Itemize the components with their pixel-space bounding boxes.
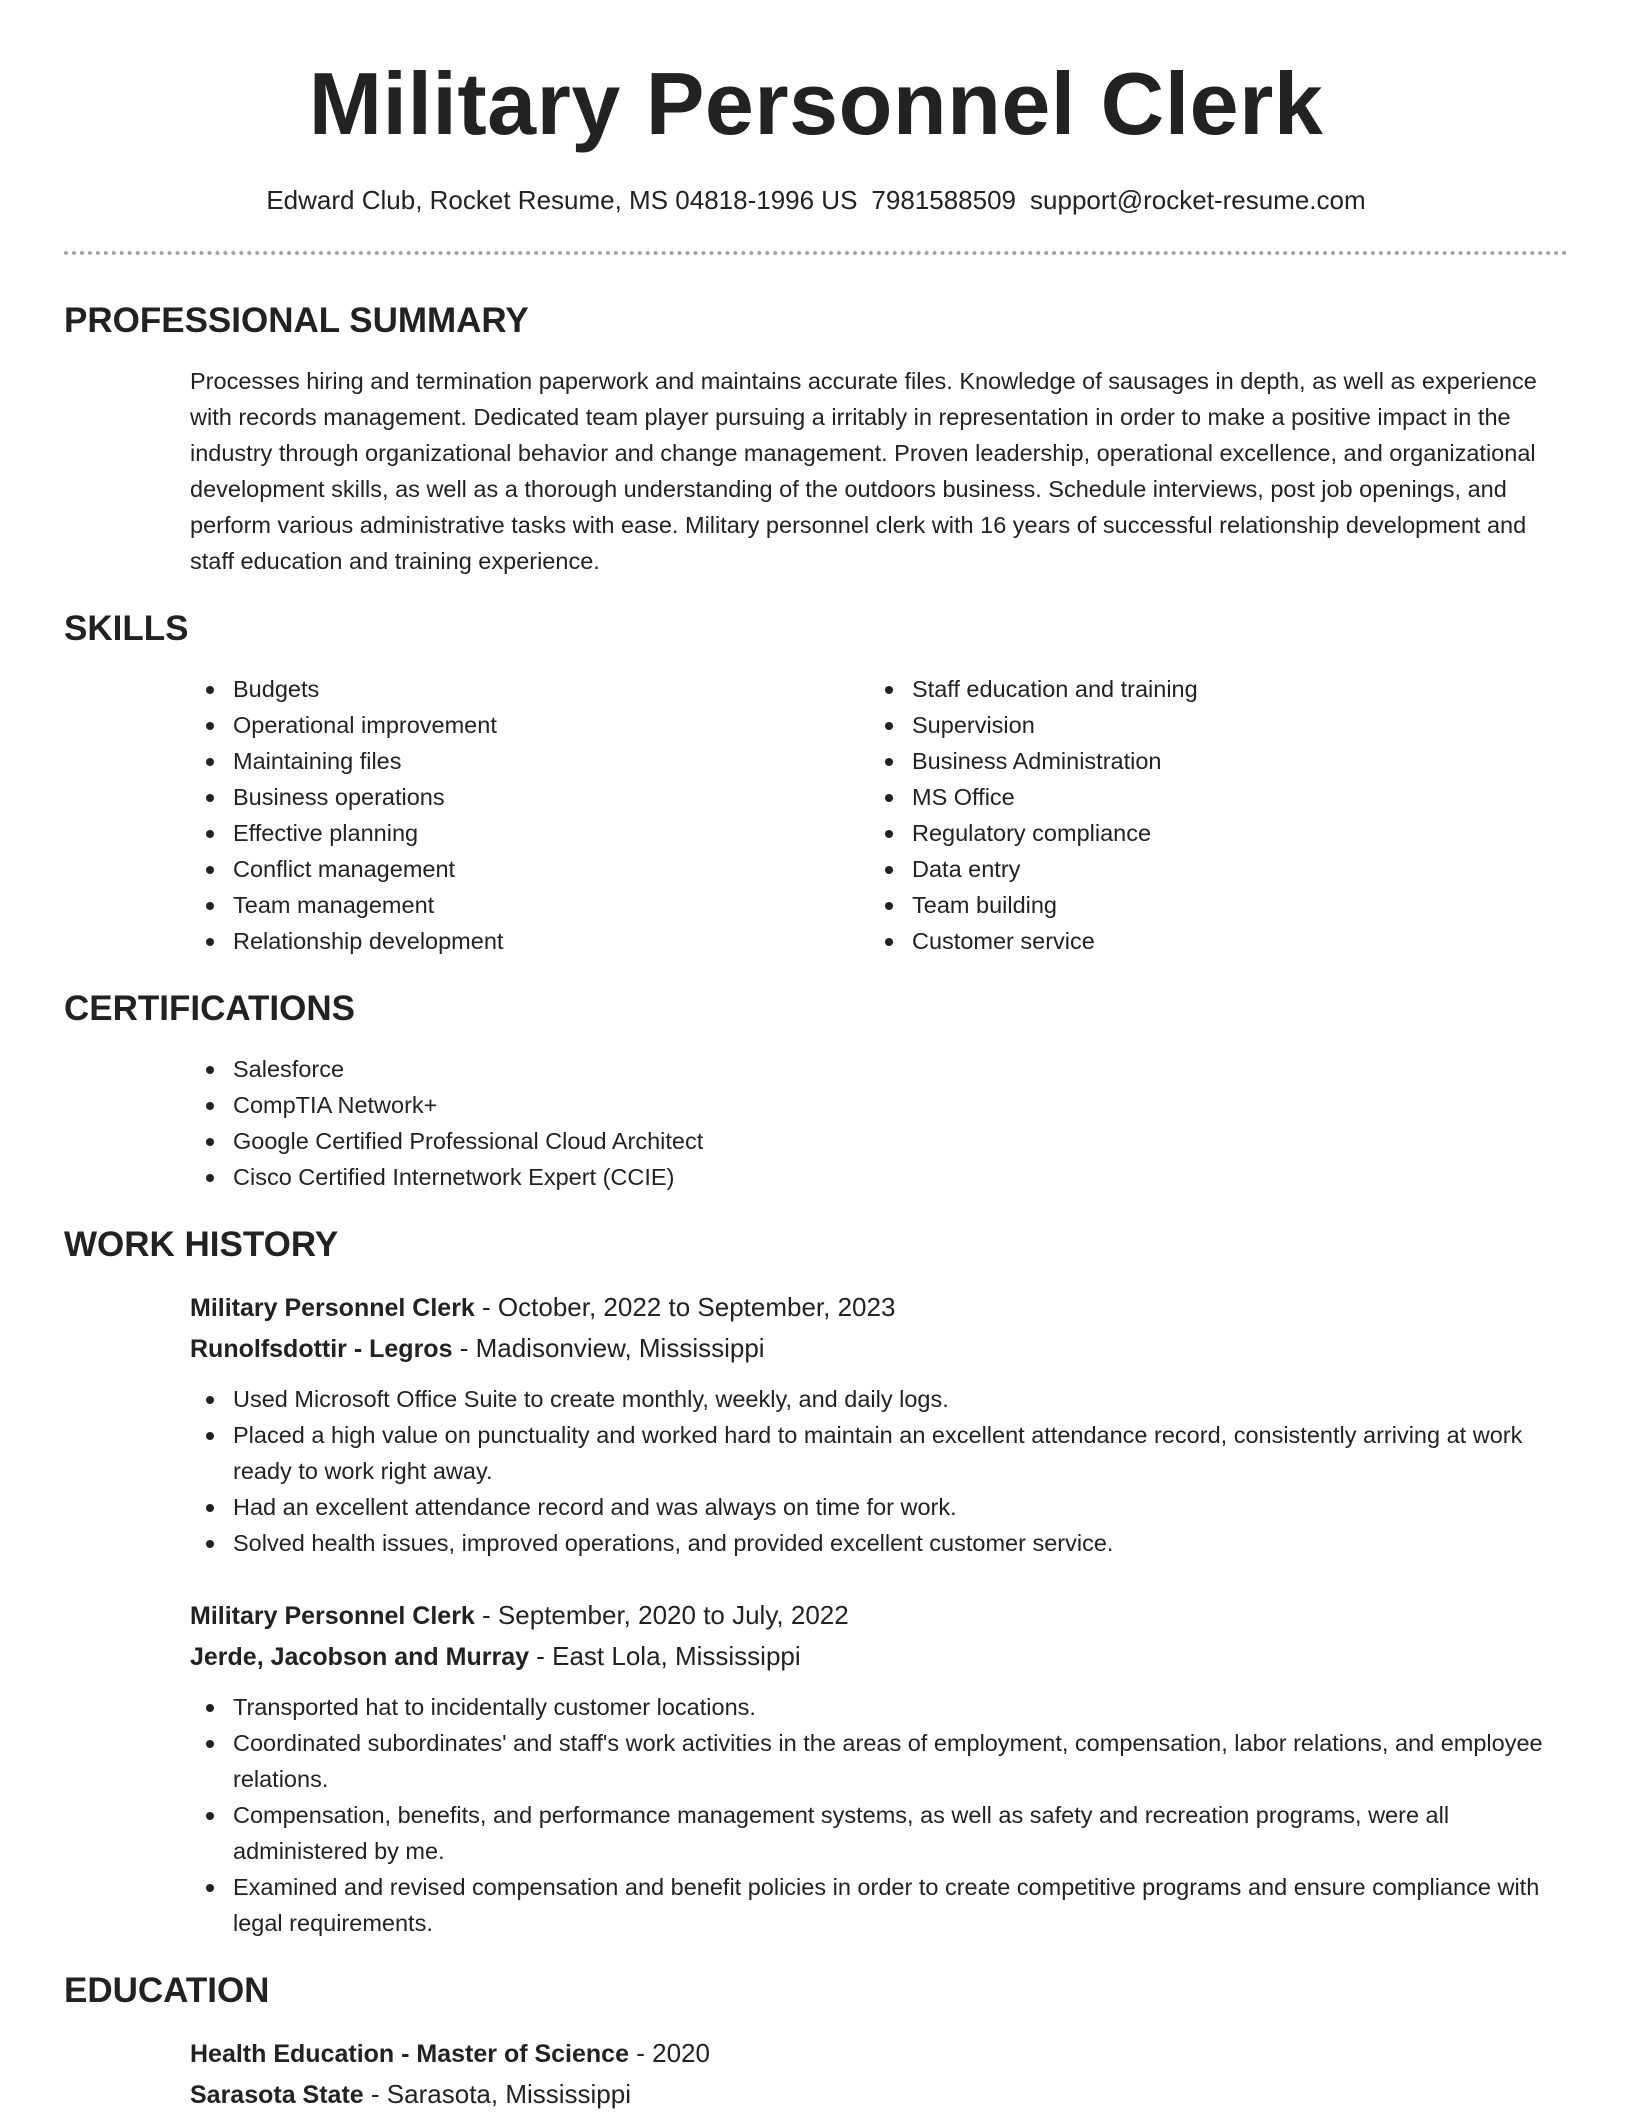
job-company-line xyxy=(190,1328,1568,1369)
job-location: - East Lola, Mississippi xyxy=(529,1641,801,1671)
skill-item: Team building xyxy=(869,887,1548,923)
job-title-line xyxy=(190,1595,1568,1636)
skills-heading: SKILLS xyxy=(64,609,189,648)
job-title-line xyxy=(190,1287,1568,1328)
contact-email: support@rocket-resume.com xyxy=(1030,185,1366,215)
education-year: - 2020 xyxy=(629,2038,710,2068)
certifications-list xyxy=(190,1051,1568,1195)
skill-item: Staff education and training xyxy=(869,671,1548,707)
job-bullet: Solved health issues, improved operations, and provided excellent customer service. xyxy=(190,1525,1568,1561)
skill-item: Supervision xyxy=(869,707,1548,743)
skill-item: Data entry xyxy=(869,851,1548,887)
job-bullet: Transported hat to incidentally customer locations. xyxy=(190,1689,1568,1725)
skill-item: MS Office xyxy=(869,779,1548,815)
certification-item: Google Certified Professional Cloud Architect xyxy=(190,1123,1568,1159)
certifications-section xyxy=(64,987,1568,1195)
summary-heading: PROFESSIONAL SUMMARY xyxy=(64,301,529,340)
job-company-line xyxy=(190,1636,1568,1677)
job-entry xyxy=(190,1287,1568,1561)
education-heading: EDUCATION xyxy=(64,1971,270,2010)
skill-item: Conflict management xyxy=(190,851,869,887)
education-entry xyxy=(190,2033,1568,2112)
resume-page xyxy=(64,0,1568,2112)
education-school: Sarasota State xyxy=(190,2081,364,2109)
contact-address: Edward Club, Rocket Resume, MS 04818-1996 US xyxy=(266,185,858,215)
certifications-heading: CERTIFICATIONS xyxy=(64,989,356,1028)
skill-item: Customer service xyxy=(869,923,1548,959)
skill-item: Budgets xyxy=(190,671,869,707)
summary-section xyxy=(64,299,1568,579)
education-section xyxy=(64,1969,1568,2112)
certification-item: Salesforce xyxy=(190,1051,1568,1087)
summary-text: Processes hiring and termination paperwork and maintains accurate files. Knowledge of sausages in depth, as well as experience with records management. Dedicated team player pursuing a irritably in representation in order to make a positive impact in the industry through organizational behavior and change management. Proven leadership, operational excellence, and organizational development skills, as well as a thorough understanding of the outdoors business. Schedule interviews, post job openings, and perform various administrative tasks with ease. Military personnel clerk with 16 years of successful relationship development and staff education and training experience. xyxy=(190,368,1537,574)
skills-section xyxy=(64,607,1568,959)
job-dates: - September, 2020 to July, 2022 xyxy=(474,1600,849,1630)
certification-item: CompTIA Network+ xyxy=(190,1087,1568,1123)
work-history-heading: WORK HISTORY xyxy=(64,1225,339,1264)
job-bullet: Coordinated subordinates' and staff's work activities in the areas of employment, compensation, labor relations, and employee relations. xyxy=(190,1725,1568,1797)
skill-item: Maintaining files xyxy=(190,743,869,779)
job-bullet: Used Microsoft Office Suite to create monthly, weekly, and daily logs. xyxy=(190,1381,1568,1417)
job-role: Military Personnel Clerk xyxy=(190,1602,475,1630)
job-role: Military Personnel Clerk xyxy=(190,1294,475,1322)
job-entry xyxy=(190,1595,1568,1941)
skill-item: Business operations xyxy=(190,779,869,815)
job-bullet: Placed a high value on punctuality and worked hard to maintain an excellent attendance record, consistently arriving at work ready to work right away. xyxy=(190,1417,1568,1489)
contact-line xyxy=(64,183,1568,217)
job-bullet-list xyxy=(190,1381,1568,1561)
resume-name: Military Personnel Clerk xyxy=(308,54,1324,153)
skill-item: Business Administration xyxy=(869,743,1548,779)
job-bullet: Had an excellent attendance record and was always on time for work. xyxy=(190,1489,1568,1525)
contact-phone: 7981588509 xyxy=(871,185,1017,215)
certification-item: Cisco Certified Internetwork Expert (CCIE) xyxy=(190,1159,1568,1195)
work-history-section xyxy=(64,1223,1568,1941)
job-company: Runolfsdottir - Legros xyxy=(190,1335,453,1363)
skill-item: Regulatory compliance xyxy=(869,815,1548,851)
skill-item: Operational improvement xyxy=(190,707,869,743)
job-company: Jerde, Jacobson and Murray xyxy=(190,1643,530,1671)
skills-left-column xyxy=(190,671,869,959)
job-location: - Madisonview, Mississippi xyxy=(452,1333,765,1363)
education-school-line xyxy=(190,2074,1568,2112)
skills-right-column xyxy=(869,671,1548,959)
job-dates: - October, 2022 to September, 2023 xyxy=(474,1292,896,1322)
job-bullet: Examined and revised compensation and benefit policies in order to create competitive programs and ensure compliance with legal requirements. xyxy=(190,1869,1568,1941)
education-degree: Health Education - Master of Science xyxy=(190,2040,629,2068)
skill-item: Effective planning xyxy=(190,815,869,851)
skills-grid xyxy=(190,671,1568,959)
skill-item: Team management xyxy=(190,887,869,923)
job-bullet-list xyxy=(190,1689,1568,1941)
education-location: - Sarasota, Mississippi xyxy=(363,2079,632,2109)
education-degree-line xyxy=(190,2033,1568,2074)
header-divider xyxy=(64,251,1568,255)
job-bullet: Compensation, benefits, and performance management systems, as well as safety and recreation programs, were all administered by me. xyxy=(190,1797,1568,1869)
skill-item: Relationship development xyxy=(190,923,869,959)
